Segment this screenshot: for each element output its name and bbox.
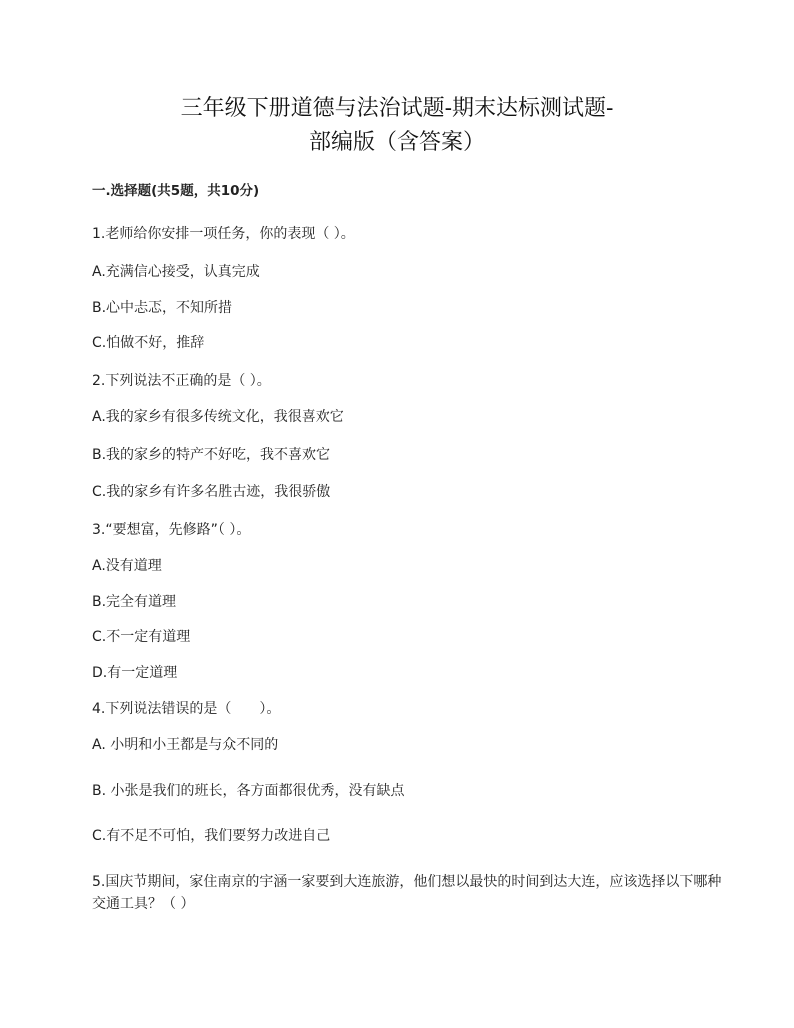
answer-option: D.有一定道理 xyxy=(92,665,178,681)
answer-option: B.完全有道理 xyxy=(92,594,177,610)
answer-option: C.不一定有道理 xyxy=(92,629,191,645)
answer-option: A.没有道理 xyxy=(92,558,162,574)
answer-option: A.我的家乡有很多传统文化，我很喜欢它 xyxy=(92,409,344,425)
answer-option: C.我的家乡有许多名胜古迹，我很骄傲 xyxy=(92,484,331,500)
question-stem: 2.下列说法不正确的是（ ）。 xyxy=(92,373,271,389)
answer-option: B. 小张是我们的班长，各方面都很优秀，没有缺点 xyxy=(92,783,405,799)
answer-option: C.有不足不可怕，我们要努力改进自己 xyxy=(92,828,331,844)
answer-option: B.我的家乡的特产不好吃，我不喜欢它 xyxy=(92,447,331,463)
answer-option: C.怕做不好，推辞 xyxy=(92,335,205,351)
answer-option: A. 小明和小王都是与众不同的 xyxy=(92,737,279,753)
document-title-line-2: 部编版（含答案） xyxy=(308,130,485,155)
question-stem: 5.国庆节期间，家住南京的宇涵一家要到大连旅游，他们想以最快的时间到达大连，应该选择以下哪种交通工具？（ ） xyxy=(92,874,722,912)
question-stem: 3.“要想富，先修路”（ ）。 xyxy=(92,522,251,538)
answer-option: B.心中忐忑，不知所措 xyxy=(92,300,233,316)
answer-option: A.充满信心接受，认真完成 xyxy=(92,264,260,280)
section-heading: 一.选择题(共5题，共10分) xyxy=(92,183,260,199)
document-title-line-1: 三年级下册道德与法治试题-期末达标测试题- xyxy=(180,96,614,121)
question-stem: 1.老师给你安排一项任务，你的表现（ ）。 xyxy=(92,226,355,242)
question-stem: 4.下列说法错误的是（ ）。 xyxy=(92,701,281,717)
